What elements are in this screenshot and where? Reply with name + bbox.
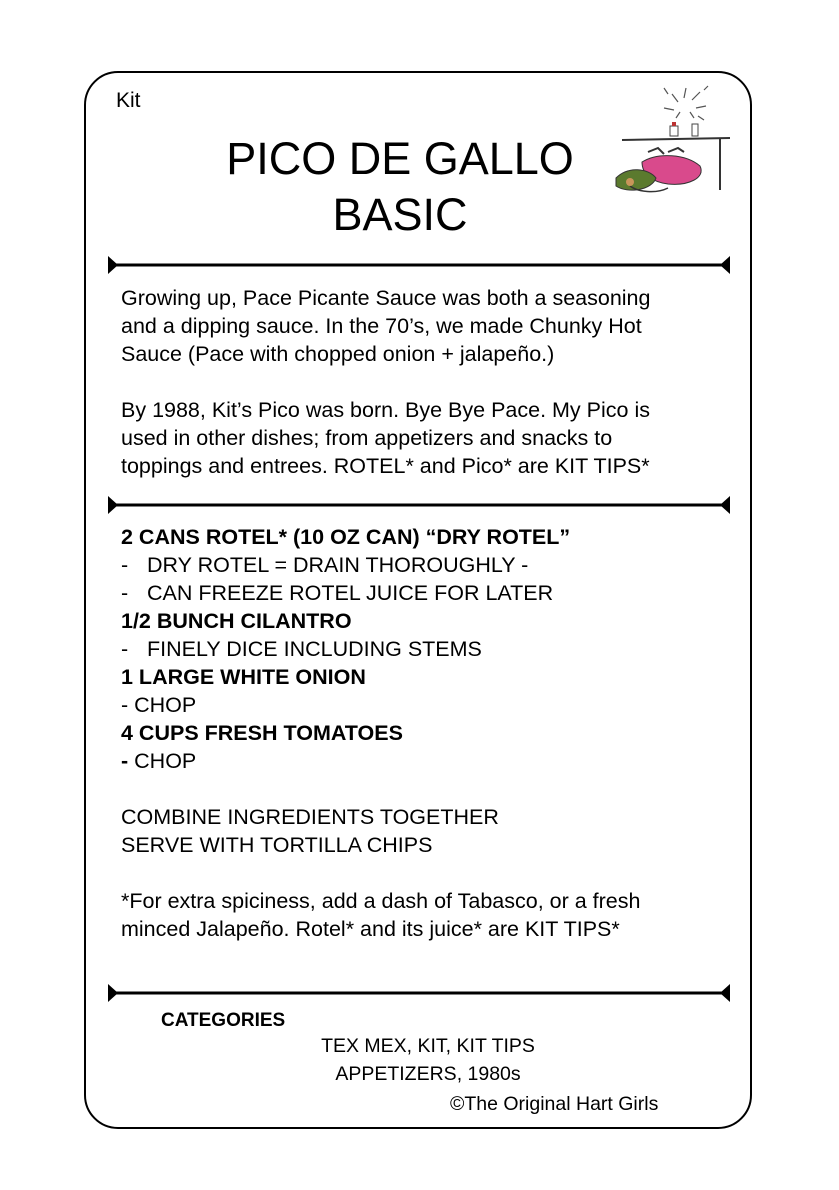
note-text: FINELY DICE INCLUDING STEMS xyxy=(147,637,482,661)
ingredient-note xyxy=(121,747,196,775)
intro-line: By 1988, Kit’s Pico was born. Bye Bye Pace. My Pico is xyxy=(121,398,650,422)
categories-heading: CATEGORIES xyxy=(161,1010,286,1031)
note-dash: - xyxy=(121,581,129,605)
ingredient-heading: 2 CANS ROTEL* (10 OZ CAN) “DRY ROTEL” xyxy=(121,525,571,549)
ingredient-note xyxy=(121,551,528,579)
note-text: DRY ROTEL = DRAIN THOROUGHLY - xyxy=(147,553,529,577)
intro-line: Growing up, Pace Picante Sauce was both a seasoning xyxy=(121,286,651,310)
ingredient-note: - CHOP xyxy=(121,693,197,717)
intro-line: Sauce (Pace with chopped onion + jalapeño.) xyxy=(121,342,555,366)
step-line: COMBINE INGREDIENTS TOGETHER xyxy=(121,805,499,829)
ingredient-note xyxy=(121,635,482,663)
ingredient-heading: 4 CUPS FRESH TOMATOES xyxy=(121,721,403,745)
note-text: CHOP xyxy=(128,749,197,773)
tip-line: *For extra spiciness, add a dash of Tabasco, or a fresh xyxy=(121,889,641,913)
note-dash: - xyxy=(121,749,129,773)
section-divider xyxy=(108,495,730,515)
intro-line: toppings and entrees. ROTEL* and Pico* are KIT TIPS* xyxy=(121,454,650,478)
intro-line: used in other dishes; from appetizers and snacks to xyxy=(121,426,613,450)
copyright-notice: ©The Original Hart Girls xyxy=(450,1093,659,1115)
intro-line: and a dipping sauce. In the 70’s, we made Chunky Hot xyxy=(121,314,642,338)
note-dash: - xyxy=(121,553,129,577)
recipe-title-line1: PICO DE GALLO xyxy=(226,133,574,184)
section-divider xyxy=(108,255,730,275)
categories-line: APPETIZERS, 1980s xyxy=(335,1063,521,1085)
section-divider xyxy=(108,983,730,1003)
author-tag: Kit xyxy=(116,89,141,112)
categories-line: TEX MEX, KIT, KIT TIPS xyxy=(321,1035,535,1057)
note-dash: - xyxy=(121,637,129,661)
note-text: CAN FREEZE ROTEL JUICE FOR LATER xyxy=(147,581,554,605)
ingredient-heading: 1 LARGE WHITE ONION xyxy=(121,665,366,689)
tip-line: minced Jalapeño. Rotel* and its juice* are KIT TIPS* xyxy=(121,917,620,941)
ingredient-note xyxy=(121,579,553,607)
ingredient-heading: 1/2 BUNCH CILANTRO xyxy=(121,609,352,633)
step-line: SERVE WITH TORTILLA CHIPS xyxy=(121,833,433,857)
woman-falling-illustration-icon xyxy=(608,82,734,210)
recipe-title-line2: BASIC xyxy=(332,189,468,240)
